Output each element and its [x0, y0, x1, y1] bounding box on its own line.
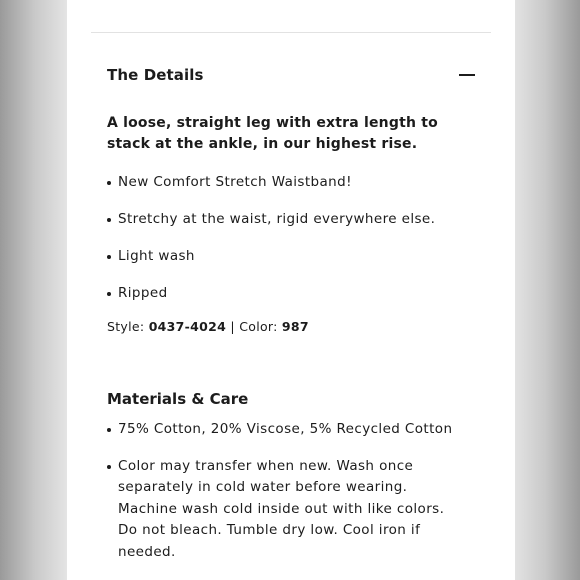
- list-item: 75% Cotton, 20% Viscose, 5% Recycled Cotton: [107, 419, 459, 441]
- list-item: Ripped: [107, 283, 459, 305]
- details-title: The Details: [107, 66, 204, 84]
- style-color-line: [107, 317, 309, 337]
- separator: |: [226, 319, 240, 334]
- style-number: 0437-4024: [148, 319, 227, 334]
- details-accordion-header[interactable]: [107, 64, 475, 86]
- product-details-panel: [67, 0, 515, 580]
- details-bullet-list: [107, 172, 459, 320]
- list-item: Color may transfer when new. Wash once separately in cold water before wearing. Machine wash cold inside out with like colors. Do not bleach. Tumble dry low. Cool iron if needed.: [107, 456, 459, 564]
- product-description: A loose, straight leg with extra length to stack at the ankle, in our highest rise.: [107, 115, 438, 152]
- color-label: Color:: [239, 319, 282, 334]
- style-label: Style:: [107, 319, 149, 334]
- materials-title: Materials & Care: [107, 390, 249, 408]
- list-item: New Comfort Stretch Waistband!: [107, 172, 459, 194]
- minus-icon[interactable]: [459, 74, 475, 76]
- list-item: Light wash: [107, 246, 459, 268]
- list-item: Stretchy at the waist, rigid everywhere else.: [107, 209, 459, 231]
- section-divider: [91, 32, 491, 33]
- materials-bullet-list: [107, 419, 459, 578]
- color-code: 987: [281, 319, 309, 334]
